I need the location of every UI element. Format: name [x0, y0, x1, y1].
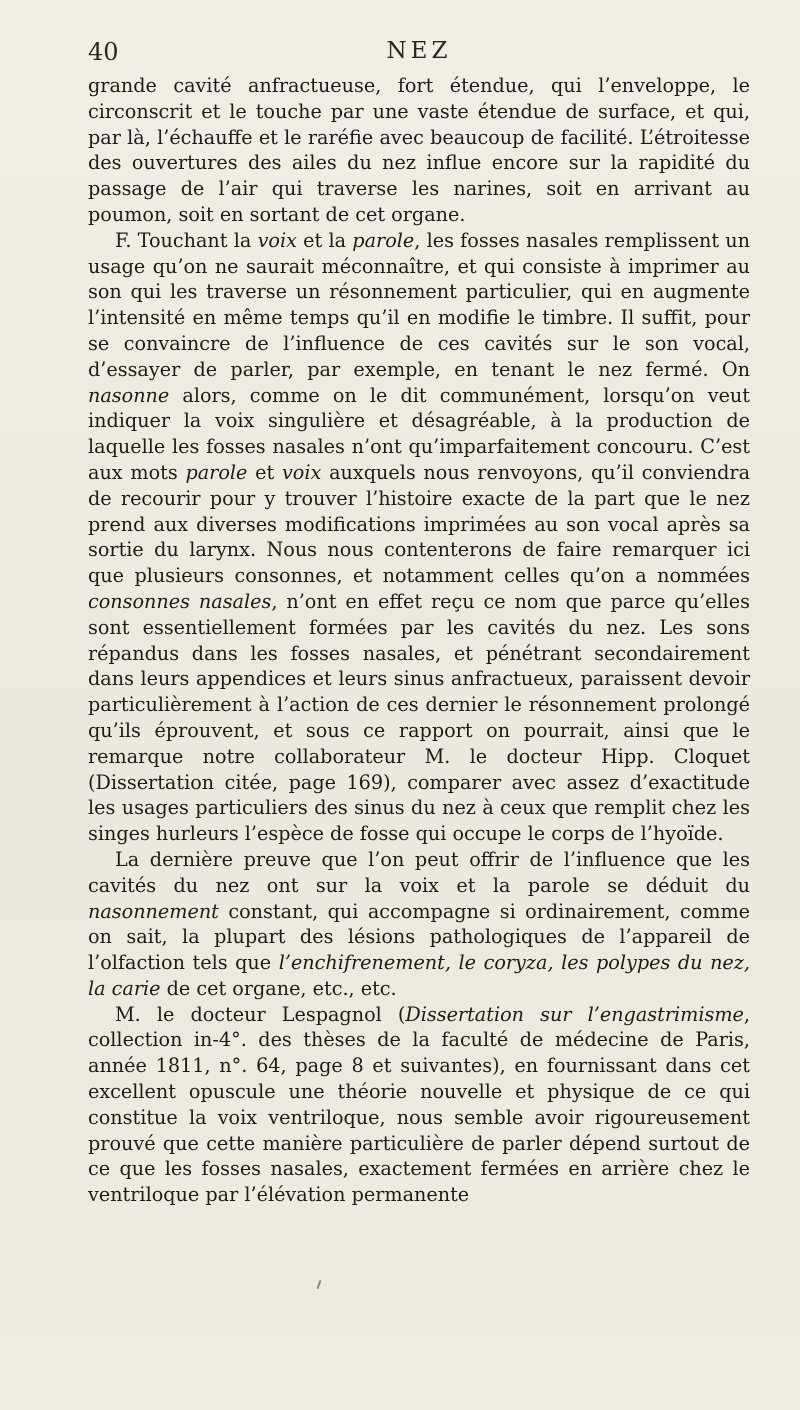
italic-term: voix [257, 228, 297, 252]
paragraph-lespagnol [88, 1002, 750, 1208]
paragraph-text: , les fosses nasales remplissent un usage qu’on ne saurait méconnaître, et qui consiste à imprimer au son qui les traverse un résonnement particulier, qui en augmente l’intensité en même temps qu’il en modifie le timbre. Il suffit, pour se convaincre de l’influence de ces cavités sur le son vocal, d’essayer de parler, par exemple, en tenant le nez fermé. On [88, 228, 750, 381]
paragraph-text: La dernière preuve que l’on peut offrir de l’influence que les cavités du nez ont sur la voix et la parole se déduit du [88, 847, 750, 897]
italic-term: parole [352, 228, 415, 252]
paragraph-text: , collection in-4°. des thèses de la faculté de médecine de Paris, année 1811, n°. 64, page 8 et suivantes), en fournissant dans cet excellent opuscule une théorie nouvelle et physique de ce qui constitue la voix ventriloque, nous semble avoir rigoureusement prouvé que cette manière particulière de parler dépend surtout de ce que les fosses nasales, exactement fermées en arrière chez le ventriloque par l’élévation permanente [88, 1002, 750, 1207]
paragraph-nasonnement [88, 847, 750, 1002]
paragraph-text: grande cavité anfractueuse, fort étendue, qui l’enveloppe, le circonscrit et le touche par une vaste étendue de surface, et qui, par là, l’échauffe et le raréfie avec beaucoup de facilité. L’étroitesse des ouvertures des ailes du nez influe encore sur la rapidité du passage de l’air qui traverse les narines, soit en arrivant au poumon, soit en sortant de cet organe. [88, 74, 750, 226]
paragraph-text: alors, comme on le dit communément, lorsqu’on veut indiquer la voix singulière et désagréable, à la production de laquelle les fosses nasales n’ont qu’imparfaitement concouru. C’est aux mots [88, 383, 750, 484]
paragraph-text: de cet organe, etc., etc. [160, 976, 397, 1000]
paragraph-text: auxquels nous renvoyons, qu’il conviendra de recourir pour y trouver l’histoire exacte de la part que le nez prend aux diverses modifications imprimées au son vocal après sa sortie du larynx. Nous nous contenterons de faire remarquer ici que plusieurs consonnes, et notamment celles qu’on a nommées [88, 460, 751, 588]
paragraph-text: et [247, 460, 282, 484]
stray-ink-mark [317, 1280, 322, 1289]
italic-term: nasonne [88, 383, 170, 407]
running-head: NEZ [386, 38, 452, 64]
paragraph-text: F. Touchant la [115, 228, 258, 252]
page-header [88, 38, 750, 74]
paragraph-text: et la [296, 228, 353, 252]
body-text [88, 73, 750, 1208]
italic-term: consonnes nasales [88, 589, 272, 613]
italic-term: parole [185, 460, 248, 484]
italic-term: voix [281, 460, 322, 484]
paragraph-voix-parole [88, 228, 750, 847]
paragraph-text: , n’ont en effet reçu ce nom que parce qu’elles sont essentiellement formées par les cavités du nez. Les sons répandus dans les fosses nasales, et pénétrant secondairement dans leurs appendices et leurs sinus anfractueux, paraissent devoir particulièrement à l’action de ces dernier le résonnement prolongé qu’ils éprouvent, et sous ce rapport on pourrait, ainsi que le remarque notre collaborateur M. le docteur Hipp. Cloquet (Dissertation citée, page 169), comparer avec assez d’exactitude les usages particuliers des sinus du nez à ceux que remplit chez les singes hurleurs l’espèce de fosse qui occupe le corps de l’hyoïde. [88, 589, 750, 846]
italic-term: l’enchifrenement, le coryza, les polypes du nez, la carie [88, 951, 750, 1000]
paragraph-text: constant, qui accompagne si ordinairement, comme on sait, la plupart des lésions pathologiques de l’appareil de l’olfaction tels que [88, 899, 750, 975]
paragraph-text: M. le docteur Lespagnol ( [115, 1002, 406, 1026]
page-number: 40 [88, 38, 119, 66]
paragraph-continued [88, 73, 750, 228]
italic-term: nasonnement [88, 899, 219, 923]
italic-term: Dissertation sur l’engastrimisme [405, 1002, 744, 1026]
